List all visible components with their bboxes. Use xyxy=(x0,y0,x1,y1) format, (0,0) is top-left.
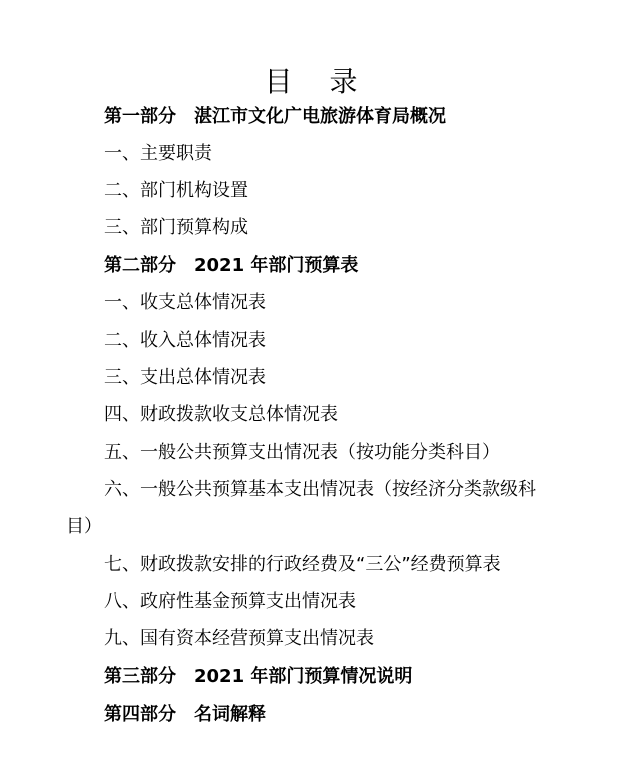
toc-item: 三、支出总体情况表 xyxy=(104,367,266,388)
toc-item: 二、部门机构设置 xyxy=(104,180,248,201)
toc-item: 二、收入总体情况表 xyxy=(104,330,266,351)
toc-item: 七、财政拨款安排的行政经费及“三公”经费预算表 xyxy=(104,554,501,575)
part-label: 第三部分 xyxy=(104,666,176,687)
part-label: 第一部分 xyxy=(104,106,176,127)
toc-item: 八、政府性基金预算支出情况表 xyxy=(104,591,356,612)
toc-item-continuation: 目） xyxy=(66,516,102,537)
toc-part-1 xyxy=(104,105,446,129)
toc-item: 一、收支总体情况表 xyxy=(104,292,266,313)
part-title: 2021 年部门预算情况说明 xyxy=(194,666,413,687)
toc-item: 一、主要职责 xyxy=(104,143,212,164)
toc-item: 六、一般公共预算基本支出情况表（按经济分类款级科 xyxy=(104,479,536,500)
toc-part-2 xyxy=(104,254,358,278)
toc-part-4 xyxy=(104,703,266,727)
toc-item: 九、国有资本经营预算支出情况表 xyxy=(104,628,374,649)
part-title: 2021 年部门预算表 xyxy=(194,255,359,276)
toc-item: 四、财政拨款收支总体情况表 xyxy=(104,404,338,425)
toc-part-3 xyxy=(104,665,412,689)
part-title: 名词解释 xyxy=(194,704,266,725)
toc-item: 五、一般公共预算支出情况表（按功能分类科目） xyxy=(104,442,500,463)
part-label: 第二部分 xyxy=(104,255,176,276)
part-title: 湛江市文化广电旅游体育局概况 xyxy=(194,106,446,127)
page-title: 目 录 xyxy=(264,65,372,98)
toc-item: 三、部门预算构成 xyxy=(104,217,248,238)
part-label: 第四部分 xyxy=(104,704,176,725)
